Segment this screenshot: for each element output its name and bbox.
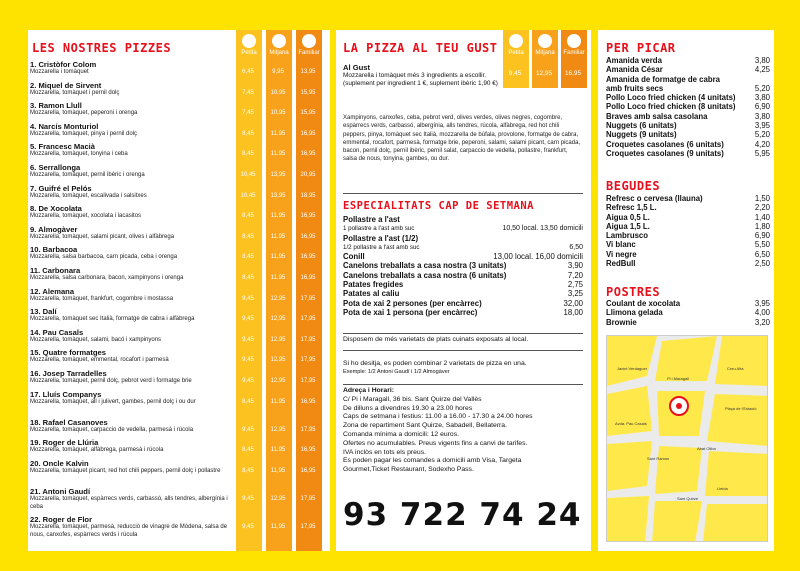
picar-list [606,56,770,158]
item-name: Conill [343,252,365,262]
gust-familiar-label: Familiar [563,50,585,56]
pizza-price-petita: 9,45 [242,316,254,323]
gust-petita-column [503,30,529,88]
item-name: RedBull [606,259,636,269]
item-name: Coulant de xocolata [606,299,681,308]
pizza-name: 9. Almogàver [30,224,78,234]
pizza-desc: Mozzarella, tomàquet, alfàbrega, parmesà i rúcola [30,447,164,454]
item-price: 3,25 [567,289,583,299]
item-price: 4,20 [754,139,770,149]
list-row [343,289,583,298]
item-name: Llimona gelada [606,308,663,318]
item-name: Canelons treballats a casa nostra (6 unitats) [343,270,507,280]
pizza-name: 22. Roger de Flor [30,515,93,525]
info-line: Caps de setmana i festius: 11.00 a 16.00 - 17.30 a 24.00 hores [343,413,533,421]
pizza-price-mitjana: 11,95 [270,254,286,261]
item-name: Refresc o cervesa (llauna) [606,194,703,203]
cap-title: ESPECIALITATS CAP DE SETMANA [343,200,535,212]
list-row [606,318,770,327]
item-name: Refresc 1,5 L. [606,203,657,213]
pizza-item [30,142,236,159]
item-name: Patates al caliu [343,289,400,299]
info-line: C/ Pi i Maragall, 36 bis. Sant Quirze del Vallès [343,395,482,403]
pizza-price-familiar: 15,95 [300,110,316,117]
pizza-price-mitjana: 12,95 [270,295,286,302]
pollastre-name: Pollastre a l'ast [343,215,400,224]
size-dot-icon [567,34,581,48]
pizza-price-familiar: 16,95 [300,275,316,281]
map-street-label: Plaça de l'Estació [725,406,757,411]
combine-note [343,360,588,376]
list-row [343,299,583,308]
info-line: IVA inclòs en tots els preus. [343,448,426,456]
pizza-price-familiar: 16,95 [300,467,316,474]
gust-title: LA PIZZA AL TEU GUST [343,41,498,55]
item-price: 13,00 local. 16,00 domicili [493,252,583,262]
pizza-item [30,515,236,539]
pizza-desc: Mozzarella, tomàquet, tonyina i ceba [30,151,128,158]
pizza-price-petita: 8,45 [242,233,254,240]
gust-price-petita: 9,45 [508,70,522,77]
pizza-price-petita: 8,45 [242,467,254,474]
pizza-name: 21. Antoni Gaudí [30,487,91,496]
pizza-desc: Mozzarella, tomàquet, xocolata i lacasitos [30,213,142,220]
pizza-price-petita: 8,45 [242,151,254,158]
map-street-label: Abat Oliba [697,446,716,451]
item-name: Croquetes casolanes (9 unitats) [606,148,724,158]
item-price: 4,25 [754,65,770,75]
pizza-name: 2. Miquel de Sirvent [30,80,102,90]
list-row [606,149,770,158]
info-line: Zona de repartiment Sant Quirze, Sabadell, Bellaterra. [343,422,507,430]
item-name: Amanida de formatge de cabra [606,74,720,84]
pizza-item [30,225,236,242]
list-row [606,102,770,111]
pizza-item [30,348,236,365]
list-row [606,56,770,65]
pizzes-title: LES NOSTRES PIZZES [32,41,172,55]
begudes-list [606,194,770,268]
pizza-price-familiar: 20,95 [300,172,316,178]
item-name: Vi negre [606,249,637,259]
item-name: Pota de xai 2 persones (per encàrrec) [343,298,482,308]
pizza-price-familiar: 17,95 [300,496,316,502]
mig-sub: 1/2 pollastre a l'ast amb suc [343,243,420,251]
pizza-name: 11. Carbonara [30,266,81,275]
pizza-item [30,369,236,386]
pizza-price-familiar: 17,95 [300,426,316,433]
pizza-name: 4. Narcís Monturiol [30,121,99,131]
pizza-name: 17. Lluís Companys [30,389,102,399]
pizza-price-mitjana: 11,95 [270,275,286,281]
list-row [343,308,583,317]
list-row [606,250,770,259]
list-row [606,203,770,212]
list-row [606,308,770,317]
pizza-price-mitjana: 12,95 [270,426,286,433]
item-name: Canelons treballats a casa nostra (3 unitats) [343,261,507,271]
list-row [606,213,770,222]
combine-text: Si ho desitja, es poden combinar 2 varietats de pizza en una. [343,360,527,367]
list-row [343,280,583,289]
item-name: Brownie [606,317,637,327]
pizza-price-petita: 7,45 [242,110,254,117]
item-price: 3,80 [754,93,770,103]
size-dot-icon [272,34,286,48]
item-name: amb fruits secs [606,83,664,93]
pizza-name: 16. Josep Tarradelles [30,369,107,378]
divider [343,350,583,351]
info-line: Adreça i Horari: [343,387,394,394]
pizza-desc: Mozzarella, tomàquet, salami, bacó i xampinyons [30,336,162,343]
list-row [606,240,770,249]
gust-name: Al Gust [343,63,371,72]
pizza-desc: Mozzarella, tomàquet, parmesà, reducció de vinagre de Mòdena, salsa de nous, canxofes, espàrrecs verds i rúcula [30,524,228,538]
pizza-price-petita: 9,45 [242,378,254,384]
pizza-name: 5. Francesc Macià [30,142,96,152]
pizza-price-petita: 9,45 [242,496,254,502]
pizza-desc: Mozzarella, salsa carbonara, bacon, xampinyons i orenga [30,275,184,281]
pizza-desc: Mozzarella, tomàquet, peperoni i orenga [30,110,138,117]
item-price: 1,50 [754,194,770,203]
pollastre-row [343,224,583,233]
pizza-price-familiar: 17,95 [300,524,316,531]
mig-row [343,243,583,252]
item-price: 3,20 [754,317,770,327]
item-price: 1,80 [754,221,770,231]
map-street-label: Pi i Maragall [667,376,690,381]
list-row [606,231,770,240]
pizza-item [30,204,236,221]
item-price: 3,80 [754,111,770,121]
pizza-price-mitjana: 11,95 [270,130,286,137]
map-street-label: Sant Ramon [647,456,670,461]
pizza-name: 1. Cristòfor Colom [30,60,97,69]
gust-familiar-column [561,30,587,88]
pizza-price-mitjana: 12,95 [270,316,286,323]
pizza-price-mitjana: 11,95 [270,447,286,454]
gust-desc: Mozzarella i tomàquet més 3 ingredients a escollir. (suplement per ingredient 1 €, suplement ibèric 1,90 €) [343,72,498,87]
pizza-price-mitjana: 12,95 [270,378,286,384]
pizza-name: 10. Barbacoa [30,245,78,255]
info-line: Es poden pagar les comandes a domicili amb Visa, Targeta [343,457,522,465]
item-name: Aigua 0,5 L. [606,212,650,222]
size-dot-icon [242,34,256,48]
pizza-price-petita: 9,45 [242,336,254,343]
item-price: 3,95 [754,299,770,308]
info-line: Gourmet,Ticket Restaurant, Sodexho Pass. [343,466,474,474]
pizza-item [30,122,236,139]
pizza-item [30,245,236,262]
pizza-desc: Mozzarella, tomàquet, espàrrecs verds, carbassó, alls tendres, albergínia i ceba [30,496,228,510]
pizza-price-familiar: 16,95 [300,151,316,158]
mig-name: Pollastre a l'ast (1/2) [343,233,419,243]
pizza-price-mitjana: 11,95 [270,467,286,474]
map-street-label: Creu Alta [727,366,744,371]
pizza-price-mitjana: 12,95 [270,336,286,343]
item-name: Pollo Loco fried chicken (8 unitats) [606,102,736,112]
pizza-price-mitjana: 11,95 [270,524,286,531]
pizza-price-petita: 8,45 [242,447,254,454]
item-name: Amanida verda [606,56,662,65]
postres-list [606,299,770,327]
pizza-desc: Mozzarella, tomàquet, pinya i pernil dolç [30,130,138,137]
pizza-price-familiar: 15,95 [300,89,316,96]
pizza-price-familiar: 16,95 [300,130,316,137]
pizza-desc: Mozzarella, tomàquet i pernil dolç [30,89,120,96]
pizza-name: 8. De Xocolata [30,204,82,214]
pizza-name: 15. Quatre formatges [30,348,106,358]
pizza-price-petita: 8,45 [242,130,254,137]
mitjana-label: Mitjana [269,50,289,56]
map-street-label: Sant Quirze [677,496,699,501]
pizza-price-petita: 8,45 [242,213,254,220]
item-price: 32,00 [563,298,583,308]
pizza-item [30,184,236,201]
pizza-item [30,307,236,324]
list-row [606,121,770,130]
divider [343,384,583,385]
pizza-item [30,163,236,180]
list-row [606,259,770,268]
pizza-item [30,60,236,77]
item-price: 3,80 [754,56,770,65]
pizza-price-mitjana: 13,95 [270,192,286,199]
pizza-price-familiar: 16,95 [300,213,316,220]
item-price: 4,00 [754,308,770,318]
location-map[interactable] [606,335,768,542]
combine-example: Exemple: 1/2 Antoni Gaudí i 1/2 Almogàver [343,368,450,375]
pizza-desc: Mozzarella, tomàquet, emmental, rocafort i parmesà [30,357,169,364]
pizza-item [30,81,236,98]
item-name: Amanida César [606,65,663,75]
phone-number[interactable]: 93 722 74 24 [343,497,582,533]
item-price: 2,75 [567,280,583,290]
pizza-price-familiar: 17,95 [300,316,316,323]
pizza-name: 19. Roger de Llúria [30,438,99,448]
item-name: Croquetes casolanes (6 unitats) [606,139,724,149]
pizza-desc: Mozzarella, tomàquet, carpaccio de vedella, parmesà i rúcola [30,426,194,433]
list-row [606,299,770,308]
pizza-item [30,438,236,455]
list-row [606,222,770,231]
pizza-desc: Mozzarella, salsa barbacoa, carn picada, ceba i orenga [30,254,178,261]
item-price: 2,50 [754,259,770,269]
pizza-price-mitjana: 10,95 [270,89,286,96]
familiar-label: Familiar [298,50,320,56]
item-price: 5,95 [754,148,770,158]
item-name: Aigua 1,5 L. [606,221,650,231]
pizza-price-mitjana: 11,95 [270,151,286,158]
pizza-price-petita: 8,45 [242,254,254,261]
list-row [606,140,770,149]
info-line: Comanda mínima a domicili: 12 euros. [343,430,459,438]
item-name: Braves amb salsa casolana [606,111,708,121]
pizza-name: 14. Pau Casals [30,327,84,337]
pizza-price-petita: 9,45 [242,295,254,302]
pizza-name: 6. Serrallonga [30,163,81,172]
list-row [606,65,770,74]
pollastre-price: 10,50 local. 13,50 domicili [502,225,583,233]
pizza-item [30,328,236,345]
pizza-desc: Mozzarella, tomàquet, frankfurt, cogombre i mostassa [30,295,174,302]
pizza-desc: Mozzarella, tomàquet, all i julivert, gambes, pernil dolç i ou dur [30,398,196,405]
list-row [606,130,770,139]
pizza-price-mitjana: 12,95 [270,496,286,502]
pizza-price-petita: 9,45 [242,357,254,364]
pizza-price-familiar: 13,95 [300,69,316,75]
pizza-item [30,418,236,435]
pizza-price-familiar: 16,95 [300,233,316,240]
cap-list [343,215,583,317]
map-street-label: Avda. Pau Casals [615,421,647,426]
pizza-desc: Mozzarella, tomàquet, pernil dolç, pebrot verd i formatge brie [30,378,192,384]
size-dot-icon [538,34,552,48]
pizza-price-petita: 8,45 [242,275,254,281]
pizza-price-mitjana: 10,95 [270,110,286,117]
pizza-item [30,459,236,476]
pizza-price-mitjana: 12,95 [270,357,286,364]
item-price: 5,50 [754,240,770,250]
cap-note: Disposem de més varietats de plats cuinats exposats al local. [343,336,529,343]
pizza-price-petita: 7,45 [242,89,254,96]
petita-label: Petita [241,50,257,56]
pizza-item [30,266,236,283]
pizza-price-familiar: 17,95 [300,378,316,384]
list-row [343,261,583,270]
mig-price: 6,50 [569,243,583,251]
picar-title: PER PICAR [606,41,676,55]
gust-price-mitjana: 12,95 [536,70,552,77]
item-price: 3,90 [567,261,583,271]
pizza-price-familiar: 18,95 [300,192,316,199]
pizza-desc: Mozzarella, tomàquet picant, red hot chili peppers, pernil dolç i pollastre [30,467,221,474]
pizza-desc: Mozzarella i tomàquet [30,69,89,75]
list-row [343,252,583,261]
pizza-price-familiar: 17,95 [300,357,316,364]
pizza-price-mitjana: 11,95 [270,213,286,220]
gust-mitjana-label: Mitjana [535,50,555,56]
item-price: 6,50 [754,249,770,259]
pizza-price-petita: 10,45 [240,172,256,178]
pollastre-sub: 1 pollastre a l'ast amb suc [343,225,415,233]
item-price: 6,90 [754,102,770,112]
divider [343,193,583,194]
list-row [606,93,770,102]
size-dot-icon [302,34,316,48]
item-price: 5,20 [754,83,770,93]
pizza-name: 7. Guifré el Pelós [30,183,92,193]
info-line: De dilluns a divendres 19.30 a 23.00 hores [343,404,473,412]
pizza-item [30,287,236,304]
item-price: 7,20 [567,270,583,280]
item-price: 5,20 [754,130,770,140]
list-row [606,112,770,121]
divider [343,333,583,334]
info-block [343,387,588,475]
item-price: 1,40 [754,212,770,222]
item-name: Vi blanc [606,240,636,250]
ingredients-list: Xampinyons, canxofes, ceba, pebrot verd, olives verdes, olives negres, cogombre, espàrrecs verds, carbassó, albergínia, alls tendres, rúcola, alfàbrega, red hot chili peppers, pinya, tomàquet sec Italià, mozzarella de búfala, provolone, formatge de cabra, emmental, rocafort, parmesà, formatge brie, peperoni, salami, salami picant, carn picada, bacon, pernil dolç, pernil ibèric, pernil salat, carpaccio de vedella, pollastre, frankfurt, salsa de nous, tonyina, gambes, ou dur. [343,115,581,163]
begudes-title: BEGUDES [606,179,661,193]
info-line: Ofertes no acumulables. Preus vigents fins a canvi de tarifes. [343,439,528,447]
pizza-item [30,487,236,511]
item-price: 3,95 [754,121,770,131]
top-band [0,0,800,30]
pizza-price-mitjana: 9,95 [272,69,284,75]
item-name: Pollo Loco fried chicken (4 unitats) [606,93,736,103]
pizza-price-petita: 9,45 [242,524,254,531]
pizza-name: 3. Ramon Llull [30,101,82,111]
gust-mitjana-column [532,30,558,88]
pizza-price-petita: 10,45 [240,192,256,199]
list-row [606,194,770,203]
pizza-price-familiar: 16,95 [300,447,316,454]
pizza-desc: Mozzarella, tomàquet, salami picant, olives i alfàbrega [30,233,175,240]
pizza-desc: Mozzarella, tomàquet, pernil ibèric i orenga [30,172,145,178]
item-price: 2,20 [754,203,770,213]
map-street-label: Lleida [717,486,728,491]
list-row [343,271,583,280]
size-dot-icon [509,34,523,48]
item-price: 18,00 [563,307,583,317]
list-row [606,75,770,84]
pizza-desc: Mozzarella, tomàquet sec Italià, formatge de cabra i alfàbrega [30,316,195,323]
gust-description [343,64,503,88]
pizza-price-familiar: 17,95 [300,295,316,302]
gust-petita-label: Petita [508,50,524,56]
pizza-price-petita: 8,45 [242,398,254,405]
pizza-price-mitjana: 11,95 [270,398,286,405]
pizza-price-petita: 6,45 [242,69,254,75]
pizza-desc: Mozzarella, tomàquet, escalivada i salsitxes [30,192,147,199]
item-name: Pota de xai 1 persona (per encàrrec) [343,307,478,317]
pizza-price-familiar: 16,95 [300,398,316,405]
pizza-price-petita: 9,45 [242,426,254,433]
item-price: 6,90 [754,231,770,241]
pizza-price-mitjana: 11,95 [270,233,286,240]
pizza-price-familiar: 17,95 [300,336,316,343]
pizza-name: 18. Rafael Casanoves [30,417,108,427]
pizza-price-familiar: 16,95 [300,254,316,261]
item-name: Nuggets (9 unitats) [606,130,677,140]
pizza-item [30,390,236,407]
item-name: Patates fregides [343,280,404,290]
pizza-name: 13. Dalí [30,307,57,317]
list-row [606,84,770,93]
bottom-band [0,551,800,571]
item-name: Lambrusco [606,231,649,241]
pizza-item [30,101,236,118]
pizza-price-mitjana: 13,95 [270,172,286,178]
pizza-name: 20. Oncle Kalvin [30,458,89,468]
postres-title: POSTRES [606,285,661,299]
map-street-label: Jacint Verdaguer [617,366,648,371]
cap-items [343,252,583,317]
gust-price-familiar: 16,95 [565,70,581,77]
pizza-name: 12. Alemana [30,286,75,296]
item-name: Nuggets (6 unitats) [606,121,677,131]
